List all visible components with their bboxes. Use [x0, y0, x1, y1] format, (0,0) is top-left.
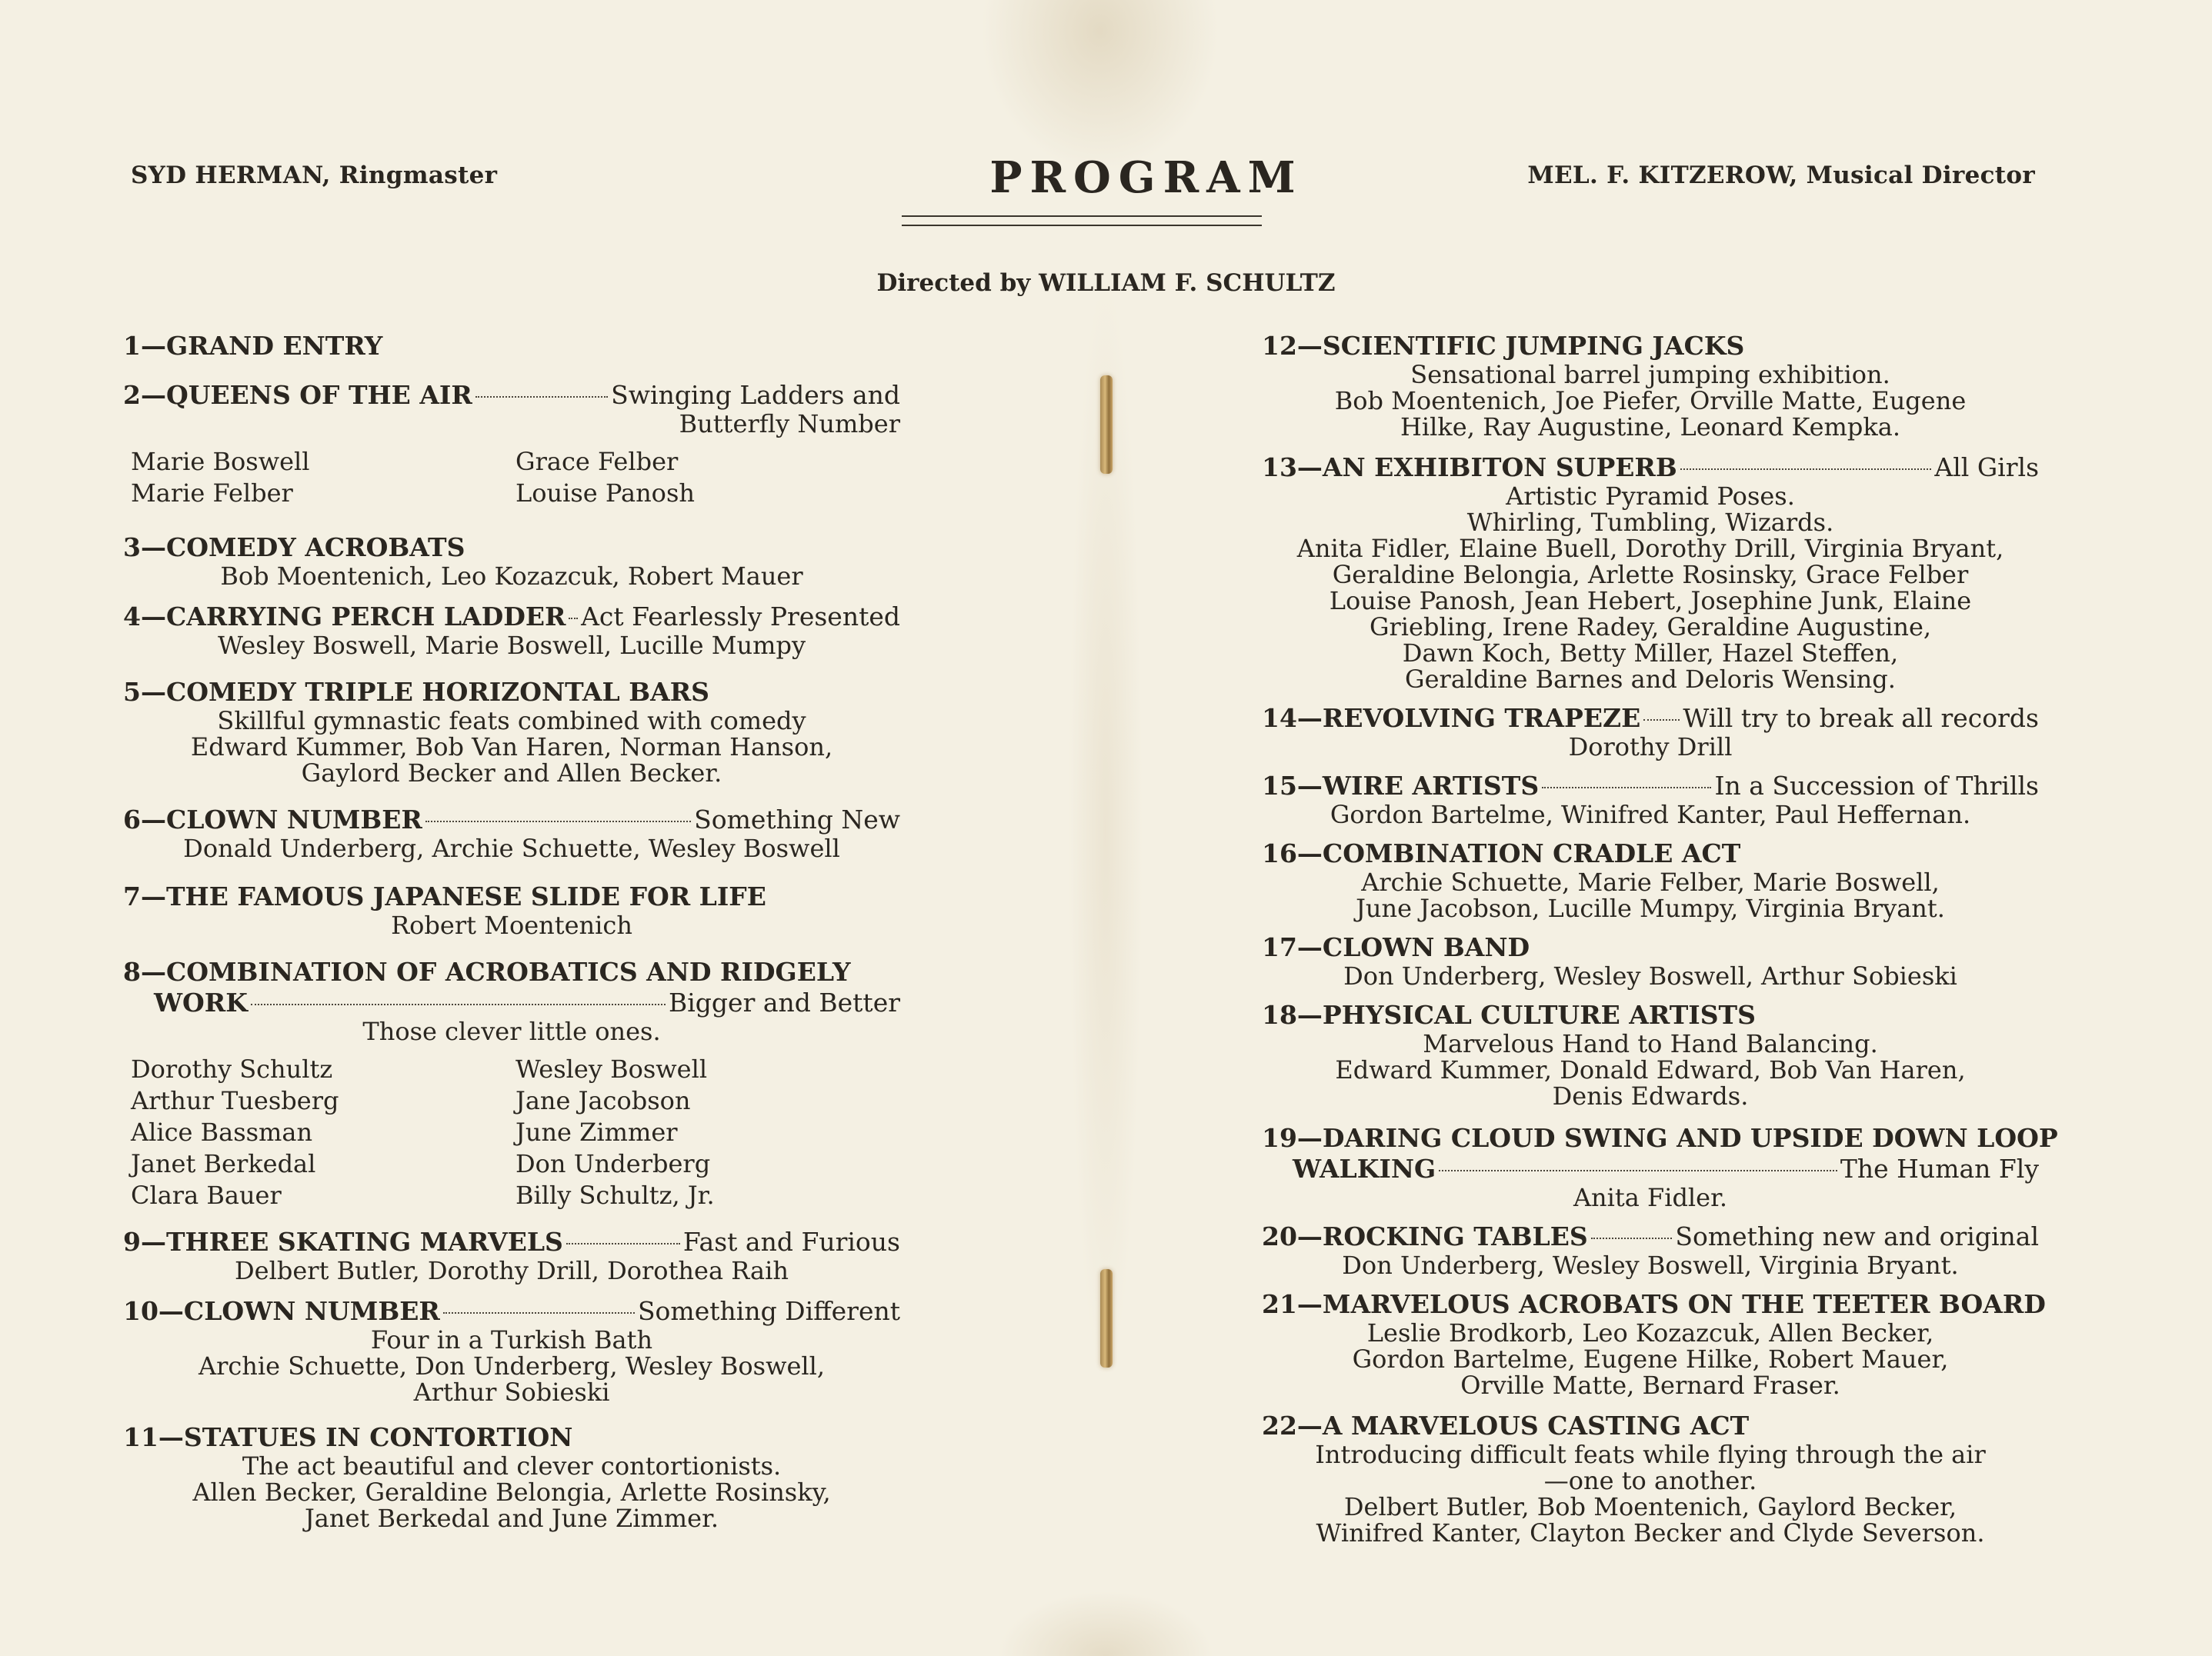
dot-leader [566, 1243, 680, 1244]
act-description-line: June Jacobson, Lucille Mumpy, Virginia Bryant. [1356, 894, 1945, 923]
performer-name: Alice Bassman [131, 1118, 313, 1147]
act-description-line: Those clever little ones. [362, 1017, 661, 1046]
act-title [123, 957, 900, 988]
act-description-line: Griebling, Irene Radey, Geraldine Augustine, [1369, 612, 1932, 641]
directed-by: Directed by WILLIAM F. SCHULTZ [876, 269, 1336, 297]
act-title [1262, 1289, 2046, 1320]
dot-leader [475, 396, 608, 398]
act-tagline: All Girls [1934, 452, 2039, 482]
program-act [1262, 771, 2039, 828]
act-description-line: Anita Fidler, Elaine Buell, Dorothy Drill, Virginia Bryant, [1296, 534, 2004, 563]
act-description-line: Winifred Kanter, Clayton Becker and Clyde Severson. [1316, 1518, 1985, 1548]
act-title [123, 1422, 900, 1453]
dot-leader [1439, 1170, 1837, 1171]
act-description-line: Artistic Pyramid Poses. [1506, 481, 1795, 511]
program-act [123, 601, 900, 658]
act-title [123, 331, 900, 362]
act-name: 11—STATUES IN CONTORTION [123, 1422, 573, 1452]
performer-list [123, 446, 900, 509]
dot-leader [1591, 1238, 1673, 1239]
act-title [123, 677, 900, 708]
program-act [1262, 1123, 2058, 1212]
act-tagline: The Human Fly [1840, 1154, 2039, 1184]
act-tagline: Act Fearlessly Presented [581, 601, 900, 631]
act-description-line: Dorothy Drill [1568, 732, 1733, 761]
act-title [1262, 331, 2039, 362]
performer-name: Clara Bauer [131, 1181, 282, 1210]
act-description-line: Marvelous Hand to Hand Balancing. [1423, 1029, 1878, 1058]
act-title [123, 532, 900, 563]
performer-name: Marie Felber [131, 478, 293, 508]
act-title [1262, 703, 2039, 734]
dot-leader [443, 1312, 635, 1314]
act-description-line: Robert Moentenich [391, 911, 632, 940]
act-tagline: Bigger and Better [669, 988, 900, 1018]
act-description-line: Don Underberg, Wesley Boswell, Virginia Bryant. [1342, 1251, 1959, 1280]
left-column [123, 331, 900, 1531]
act-description-line: Allen Becker, Geraldine Belongia, Arlette Rosinsky, [192, 1478, 831, 1507]
title-rule-bottom [902, 225, 1262, 226]
act-description-line: Arthur Sobieski [413, 1378, 610, 1407]
program-act [123, 331, 900, 362]
act-description-line: Leslie Brodkorb, Leo Kozazcuk, Allen Becker, [1366, 1318, 1934, 1348]
performer-list [123, 1054, 900, 1211]
act-tagline: Something new and original [1675, 1221, 2039, 1251]
act-tagline: In a Succession of Thrills [1714, 771, 2039, 801]
act-description-line: Janet Berkedal and June Zimmer. [304, 1504, 719, 1533]
act-description-line: Geraldine Barnes and Deloris Wensing. [1405, 665, 1896, 694]
act-name: 17—CLOWN BAND [1262, 932, 1530, 962]
act-description-line: Introducing difficult feats while flying through the air [1315, 1440, 1986, 1469]
musical-director-credit: MEL. F. KITZEROW, Musical Director [1527, 162, 2035, 189]
act-name: 12—SCIENTIFIC JUMPING JACKS [1262, 331, 1745, 361]
program-act [1262, 1221, 2039, 1278]
performer-name: Wesley Boswell [515, 1055, 708, 1084]
act-name-continued: WORK [154, 988, 248, 1018]
act-title-continued [123, 988, 900, 1018]
page-title: PROGRAM [989, 152, 1303, 203]
act-description-line: Bob Moentenich, Leo Kozazcuk, Robert Mauer [220, 561, 803, 591]
act-title [123, 1296, 900, 1327]
act-title [123, 881, 900, 912]
act-name: 22—A MARVELOUS CASTING ACT [1262, 1411, 1750, 1441]
act-title [1262, 932, 2039, 963]
program-act [123, 881, 900, 938]
act-description-line: Gordon Bartelme, Winifred Kanter, Paul Heffernan. [1330, 800, 1971, 829]
act-description-line: —one to another. [1543, 1466, 1757, 1495]
act-title [1262, 452, 2039, 483]
act-name: 18—PHYSICAL CULTURE ARTISTS [1262, 1000, 1756, 1030]
performer-name: Arthur Tuesberg [131, 1086, 339, 1115]
act-title [1262, 1123, 2058, 1154]
act-title [123, 601, 900, 632]
right-column [1262, 331, 2058, 1548]
act-title-continued [1262, 1154, 2039, 1185]
act-tagline: Something New [694, 805, 900, 835]
act-name: 1—GRAND ENTRY [123, 331, 383, 361]
act-tagline: Fast and Furious [682, 1227, 900, 1257]
program-act [1262, 703, 2039, 760]
act-description-line: Butterfly Number [679, 409, 900, 438]
program-act [123, 1422, 900, 1531]
act-description-line: Geraldine Belongia, Arlette Rosinsky, Grace Felber [1332, 560, 1969, 589]
act-description-line: Gaylord Becker and Allen Becker. [301, 758, 722, 788]
ringmaster-credit: SYD HERMAN, Ringmaster [131, 162, 498, 189]
program-act [123, 380, 900, 509]
performer-name: Janet Berkedal [131, 1149, 316, 1178]
program-act [1262, 1289, 2046, 1400]
act-title [123, 1227, 900, 1258]
act-name: 9—THREE SKATING MARVELS [123, 1227, 563, 1257]
act-description-line: Archie Schuette, Don Underberg, Wesley Boswell, [198, 1351, 826, 1381]
act-tagline: Something Different [637, 1296, 900, 1326]
act-description-line: Gordon Bartelme, Eugene Hilke, Robert Mauer, [1352, 1344, 1949, 1374]
act-name: 20—ROCKING TABLES [1262, 1221, 1588, 1251]
act-name: 10—CLOWN NUMBER [123, 1296, 440, 1326]
act-description-line: The act beautiful and clever contortionists. [242, 1451, 782, 1481]
act-name: 3—COMEDY ACROBATS [123, 532, 465, 562]
program-act [123, 1227, 900, 1284]
program-act [1262, 1411, 2039, 1546]
program-act [123, 677, 900, 786]
dot-leader [251, 1004, 666, 1005]
act-name: 7—THE FAMOUS JAPANESE SLIDE FOR LIFE [123, 881, 766, 911]
staple-bottom [1100, 1269, 1113, 1368]
performer-name: Don Underberg [515, 1149, 711, 1178]
act-description-line: Skillful gymnastic feats combined with comedy [217, 706, 806, 735]
performer-name: Marie Boswell [131, 447, 310, 476]
act-description-line: Louise Panosh, Jean Hebert, Josephine Junk, Elaine [1329, 586, 1972, 615]
act-description-line: Edward Kummer, Donald Edward, Bob Van Haren, [1335, 1055, 1966, 1085]
act-title [123, 380, 900, 411]
dot-leader [425, 821, 691, 822]
act-name: 15—WIRE ARTISTS [1262, 771, 1540, 801]
act-tagline: Swinging Ladders and [611, 380, 900, 410]
act-description-line: Don Underberg, Wesley Boswell, Arthur Sobieski [1343, 961, 1957, 991]
act-name: 8—COMBINATION OF ACROBATICS AND RIDGELY [123, 957, 851, 987]
act-name: 13—AN EXHIBITON SUPERB [1262, 452, 1677, 482]
act-name: 6—CLOWN NUMBER [123, 805, 422, 835]
act-title [1262, 1000, 2039, 1031]
act-name: 14—REVOLVING TRAPEZE [1262, 703, 1641, 733]
act-tagline: Will try to break all records [1683, 703, 2039, 733]
performer-name: Louise Panosh [515, 478, 695, 508]
act-description-line: Edward Kummer, Bob Van Haren, Norman Hanson, [190, 732, 833, 761]
act-description-line: Orville Matte, Bernard Fraser. [1460, 1371, 1840, 1400]
program-act [123, 805, 900, 861]
dot-leader [1643, 719, 1680, 721]
act-description-line: Anita Fidler. [1573, 1183, 1728, 1212]
program-act [123, 957, 900, 1211]
program-act [1262, 331, 2039, 440]
act-description-line: Dawn Koch, Betty Miller, Hazel Steffen, [1402, 638, 1899, 668]
performer-name: June Zimmer [515, 1118, 678, 1147]
program-act [1262, 452, 2039, 692]
act-name: 16—COMBINATION CRADLE ACT [1262, 838, 1741, 868]
program-act [1262, 838, 2039, 921]
act-description-line: Wesley Boswell, Marie Boswell, Lucille Mumpy [217, 631, 806, 660]
act-description-line: Donald Underberg, Archie Schuette, Wesley Boswell [183, 834, 840, 863]
program-act [123, 532, 900, 589]
program-act [1262, 1000, 2039, 1109]
act-description-line: Sensational barrel jumping exhibition. [1410, 360, 1890, 389]
title-rule-top [902, 215, 1262, 217]
act-title [123, 805, 900, 835]
act-description-line: Archie Schuette, Marie Felber, Marie Boswell, [1361, 868, 1940, 897]
act-description-line: Delbert Butler, Bob Moentenich, Gaylord Becker, [1343, 1492, 1957, 1521]
performer-name: Grace Felber [515, 447, 679, 476]
act-description-line: Whirling, Tumbling, Wizards. [1466, 508, 1834, 537]
act-name: 21—MARVELOUS ACROBATS ON THE TEETER BOARD [1262, 1289, 2046, 1319]
act-description-line: Hilke, Ray Augustine, Leonard Kempka. [1400, 412, 1900, 441]
dot-leader [569, 618, 578, 619]
act-title [1262, 838, 2039, 869]
act-title [1262, 1411, 2039, 1441]
act-name: 5—COMEDY TRIPLE HORIZONTAL BARS [123, 677, 709, 707]
dot-leader [1542, 787, 1711, 788]
act-description-line: Four in a Turkish Bath [370, 1325, 653, 1354]
act-name: 19—DARING CLOUD SWING AND UPSIDE DOWN LOOP [1262, 1123, 2058, 1153]
performer-name: Jane Jacobson [515, 1086, 691, 1115]
act-title [1262, 1221, 2039, 1252]
program-act [123, 1296, 900, 1405]
act-name: 4—CARRYING PERCH LADDER [123, 601, 566, 631]
performer-name: Billy Schultz, Jr. [515, 1181, 715, 1210]
dot-leader [1680, 468, 1932, 470]
act-description-line: Bob Moentenich, Joe Piefer, Orville Matte, Eugene [1334, 386, 1967, 415]
act-name-continued: WALKING [1293, 1154, 1436, 1184]
program-act [1262, 932, 2039, 989]
staple-top [1100, 375, 1113, 474]
act-description-line: Delbert Butler, Dorothy Drill, Dorothea Raih [235, 1256, 789, 1285]
act-title [1262, 771, 2039, 801]
act-name: 2—QUEENS OF THE AIR [123, 380, 472, 410]
performer-name: Dorothy Schultz [131, 1055, 333, 1084]
act-description-line: Denis Edwards. [1552, 1081, 1749, 1111]
